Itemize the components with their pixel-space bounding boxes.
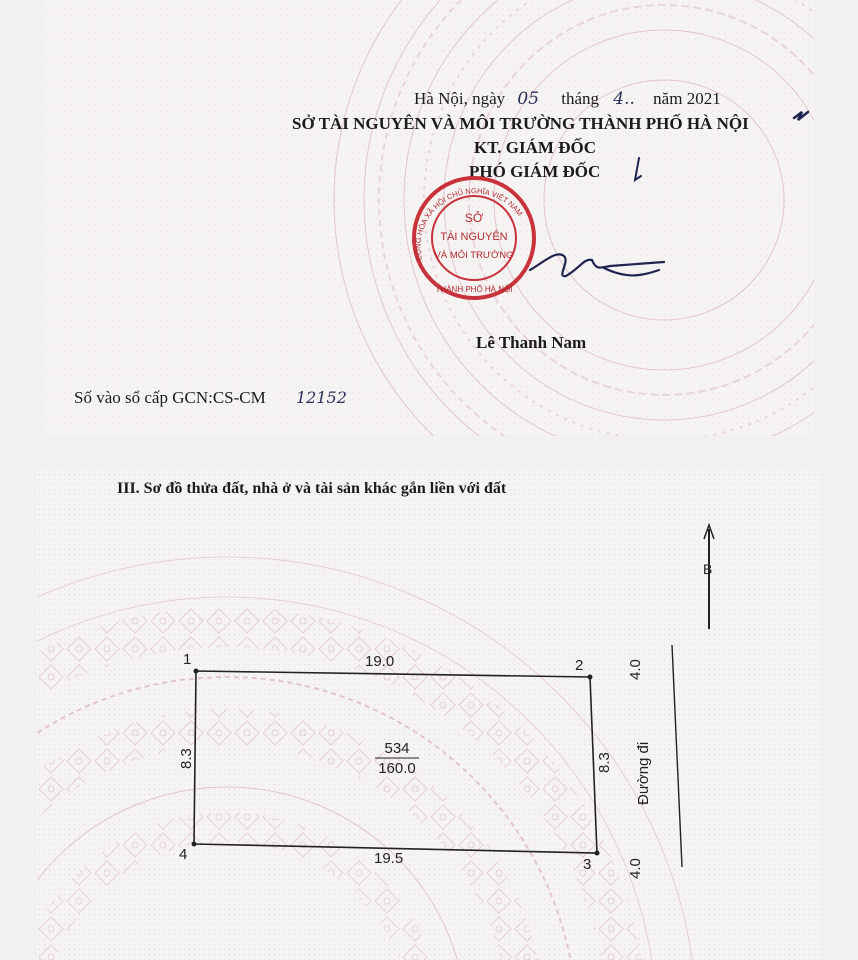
north-arrow-icon bbox=[704, 525, 714, 629]
top-edge-length: 19.0 bbox=[365, 653, 395, 670]
date-day: 05 bbox=[517, 89, 540, 109]
section-title: III. Sơ đồ thửa đất, nhà ở và tài sản khác gắn liền với đất bbox=[117, 480, 507, 497]
month-label: tháng bbox=[561, 89, 600, 108]
parcel-number: 534 bbox=[384, 740, 410, 757]
date-month: 4.. bbox=[613, 89, 635, 109]
issuing-organization: SỞ TÀI NGUYÊN VÀ MÔI TRƯỜNG THÀNH PHỐ HÀ NỘI bbox=[292, 114, 749, 133]
position-line: PHÓ GIÁM ĐỐC bbox=[469, 162, 601, 181]
issue-date-line bbox=[414, 89, 721, 109]
vertex-label-3: 3 bbox=[583, 856, 592, 873]
authority-line: KT. GIÁM ĐỐC bbox=[474, 138, 596, 157]
date-prefix: Hà Nội, ngày bbox=[414, 89, 506, 108]
vertex-marker bbox=[192, 842, 197, 847]
land-parcel-plan bbox=[37, 467, 822, 960]
vertex-label-2: 2 bbox=[575, 657, 584, 674]
certificate-signature-page bbox=[44, 0, 814, 436]
svg-text:VÀ MÔI TRƯỜNG: VÀ MÔI TRƯỜNG bbox=[434, 250, 514, 261]
road-edge-line bbox=[672, 645, 682, 867]
signer-name: Lê Thanh Nam bbox=[476, 333, 587, 352]
svg-text:TÀI NGUYÊN: TÀI NGUYÊN bbox=[440, 231, 508, 243]
vertex-label-4: 4 bbox=[179, 846, 188, 863]
vertex-marker bbox=[588, 675, 593, 680]
date-year: năm 2021 bbox=[653, 89, 721, 108]
road-width-bottom: 4.0 bbox=[627, 858, 644, 879]
left-edge-length: 8.3 bbox=[178, 748, 195, 769]
svg-text:CỘNG HÒA XÃ HỘI CHỦ NGHĨA VIỆT: CỘNG HÒA XÃ HỘI CHỦ NGHĨA VIỆT NAM bbox=[413, 186, 525, 262]
svg-text:THÀNH PHỐ HÀ NỘI: THÀNH PHỐ HÀ NỘI bbox=[435, 285, 513, 294]
land-plot-diagram-page bbox=[37, 467, 822, 960]
vertex-marker bbox=[595, 851, 600, 856]
registry-number: 12152 bbox=[295, 388, 347, 407]
registry-line bbox=[74, 388, 347, 408]
road-label: Đường đi bbox=[635, 741, 652, 805]
vertex-marker bbox=[194, 669, 199, 674]
bottom-edge-length: 19.5 bbox=[374, 850, 404, 867]
svg-text:SỞ: SỞ bbox=[464, 211, 484, 225]
parcel-area: 160.0 bbox=[378, 760, 416, 777]
vertex-label-1: 1 bbox=[183, 651, 192, 668]
registry-label: Số vào sổ cấp GCN:CS-CM bbox=[74, 388, 266, 407]
north-label: B bbox=[703, 561, 713, 577]
right-edge-length: 8.3 bbox=[596, 752, 613, 773]
road-width-top: 4.0 bbox=[627, 659, 644, 680]
guilloche-background bbox=[44, 0, 814, 436]
